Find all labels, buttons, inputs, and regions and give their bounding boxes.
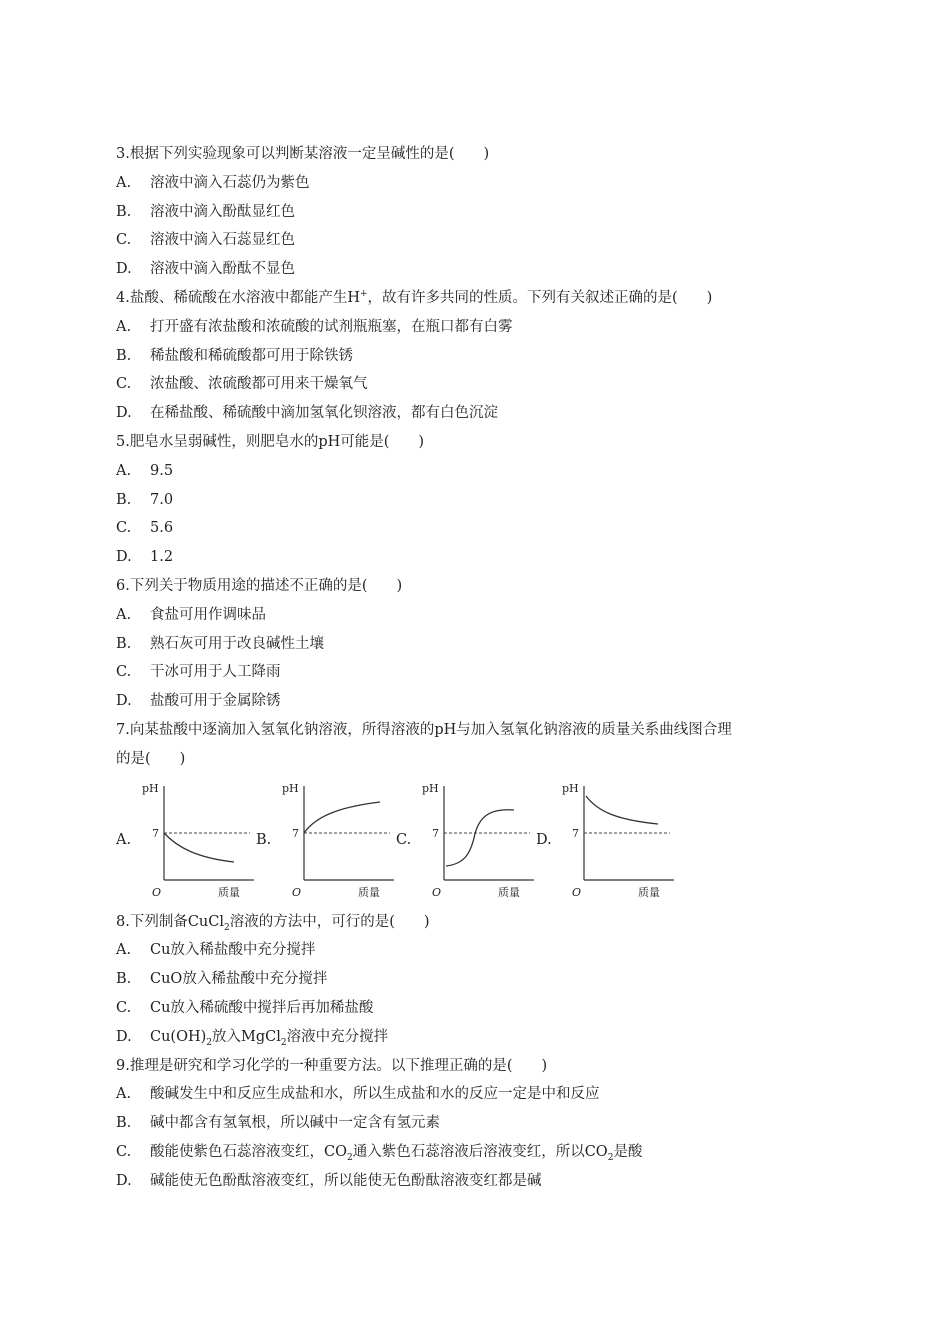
ph-curve bbox=[304, 802, 380, 833]
question-5-option-c[interactable]: C. 5.6 bbox=[116, 520, 174, 537]
ph-curve bbox=[446, 809, 514, 865]
ref-value-label: 7 bbox=[572, 826, 579, 840]
question-9-stem: 9.推理是研究和学习化学的一种重要方法。以下推理正确的是( ) bbox=[116, 1057, 548, 1074]
question-4-option-a[interactable]: A. 打开盛有浓盐酸和浓硫酸的试剂瓶瓶塞，在瓶口都有白雾 bbox=[116, 318, 513, 335]
exam-page bbox=[116, 140, 846, 1196]
graph-option-b[interactable]: B. pH O 质量 7 bbox=[256, 778, 396, 902]
question-3-stem: 3.根据下列实验现象可以判断某溶液一定呈碱性的是( ) bbox=[116, 146, 490, 162]
question-6-option-a[interactable]: A. 食盐可用作调味品 bbox=[116, 606, 266, 623]
ph-curve bbox=[586, 796, 658, 824]
question-7-stem-line-1: 7.向某盐酸中逐滴加入氢氧化钠溶液，所得溶液的pH与加入氢氧化钠溶液的质量关系曲线图合理 bbox=[116, 721, 732, 738]
question-5-option-b[interactable]: B. 7.0 bbox=[116, 491, 174, 508]
y-axis-label: pH bbox=[562, 781, 579, 795]
question-5-stem: 5.肥皂水呈弱碱性，则肥皂水的pH可能是( ) bbox=[116, 433, 425, 450]
question-9-option-d[interactable]: D. 碱能使无色酚酞溶液变红，所以能使无色酚酞溶液变红都是碱 bbox=[116, 1172, 542, 1189]
question-6-stem: 6.下列关于物质用途的描述不正确的是( ) bbox=[116, 577, 403, 594]
x-axis-label: 质量 bbox=[358, 885, 380, 899]
question-9-option-a[interactable]: A. 酸碱发生中和反应生成盐和水，所以生成盐和水的反应一定是中和反应 bbox=[116, 1086, 600, 1103]
origin-label: O bbox=[152, 885, 162, 899]
x-axis-label: 质量 bbox=[498, 885, 520, 899]
question-7-graphs bbox=[116, 776, 846, 904]
question-5-option-a[interactable]: A. 9.5 bbox=[116, 462, 174, 479]
ref-value-label: 7 bbox=[152, 826, 159, 840]
question-6-option-b[interactable]: B. 熟石灰可用于改良碱性土壤 bbox=[116, 635, 324, 652]
question-8-option-b[interactable]: B. CuO放入稀盐酸中充分搅拌 bbox=[116, 971, 328, 988]
y-axis-label: pH bbox=[282, 781, 299, 795]
question-4-option-b[interactable]: B. 稀盐酸和稀硫酸都可用于除铁锈 bbox=[116, 347, 353, 364]
origin-label: O bbox=[432, 885, 442, 899]
question-3-option-a[interactable]: A. 溶液中滴入石蕊仍为紫色 bbox=[116, 174, 310, 191]
x-axis-label: 质量 bbox=[638, 885, 660, 899]
question-3-option-b[interactable]: B. 溶液中滴入酚酞显红色 bbox=[116, 203, 295, 220]
origin-label: O bbox=[572, 885, 582, 899]
y-axis-label: pH bbox=[142, 781, 159, 795]
question-6-option-d[interactable]: D. 盐酸可用于金属除锈 bbox=[116, 693, 281, 710]
question-4-option-d[interactable]: D. 在稀盐酸、稀硫酸中滴加氢氧化钡溶液，都有白色沉淀 bbox=[116, 405, 498, 422]
graph-a-plot bbox=[138, 778, 256, 902]
graph-b-plot bbox=[278, 778, 396, 902]
origin-label: O bbox=[292, 885, 302, 899]
question-7-stem-line-2: 的是( ) bbox=[116, 750, 186, 767]
graph-option-a[interactable]: A. pH O 质量 7 bbox=[116, 778, 256, 902]
graph-d-plot bbox=[558, 778, 676, 902]
x-axis-label: 质量 bbox=[218, 885, 240, 899]
ph-curve bbox=[164, 833, 234, 862]
question-4-stem: 4.盐酸、稀硫酸在水溶液中都能产生H+，故有许多共同的性质。下列有关叙述正确的是( ) bbox=[116, 289, 713, 306]
ref-value-label: 7 bbox=[432, 826, 439, 840]
ref-value-label: 7 bbox=[292, 826, 299, 840]
question-3-option-c[interactable]: C. 溶液中滴入石蕊显红色 bbox=[116, 232, 295, 249]
question-9-option-c[interactable]: C. 酸能使紫色石蕊溶液变红，$CO_2$通入紫色石蕊溶液后溶液变红，所以$CO_2$是酸 bbox=[116, 1143, 643, 1163]
question-4-option-c[interactable]: C. 浓盐酸、浓硫酸都可用来干燥氧气 bbox=[116, 376, 368, 393]
question-8-option-d[interactable]: D. $Cu(OH)_2$放入MgCl$_2$溶液中充分搅拌 bbox=[116, 1028, 389, 1048]
question-3-option-d[interactable]: D. 溶液中滴入酚酞不显色 bbox=[116, 261, 295, 278]
question-5-option-d[interactable]: D. 1.2 bbox=[116, 549, 174, 566]
question-9-option-b[interactable]: B. 碱中都含有氢氧根，所以碱中一定含有氢元素 bbox=[116, 1115, 440, 1132]
question-8-option-c[interactable]: C. Cu放入稀硫酸中搅拌后再加稀盐酸 bbox=[116, 999, 374, 1016]
question-8-stem: 8.下列制备CuCl$_2$溶液的方法中，可行的是( ) bbox=[116, 913, 430, 933]
graph-c-plot bbox=[418, 778, 536, 902]
question-8-option-a[interactable]: A. Cu放入稀盐酸中充分搅拌 bbox=[116, 942, 316, 959]
graph-option-d[interactable]: D. pH O 质量 7 bbox=[536, 778, 676, 902]
question-6-option-c[interactable]: C. 干冰可用于人工降雨 bbox=[116, 664, 281, 681]
y-axis-label: pH bbox=[422, 781, 439, 795]
graph-option-c[interactable]: C. pH O 质量 7 bbox=[396, 778, 536, 902]
